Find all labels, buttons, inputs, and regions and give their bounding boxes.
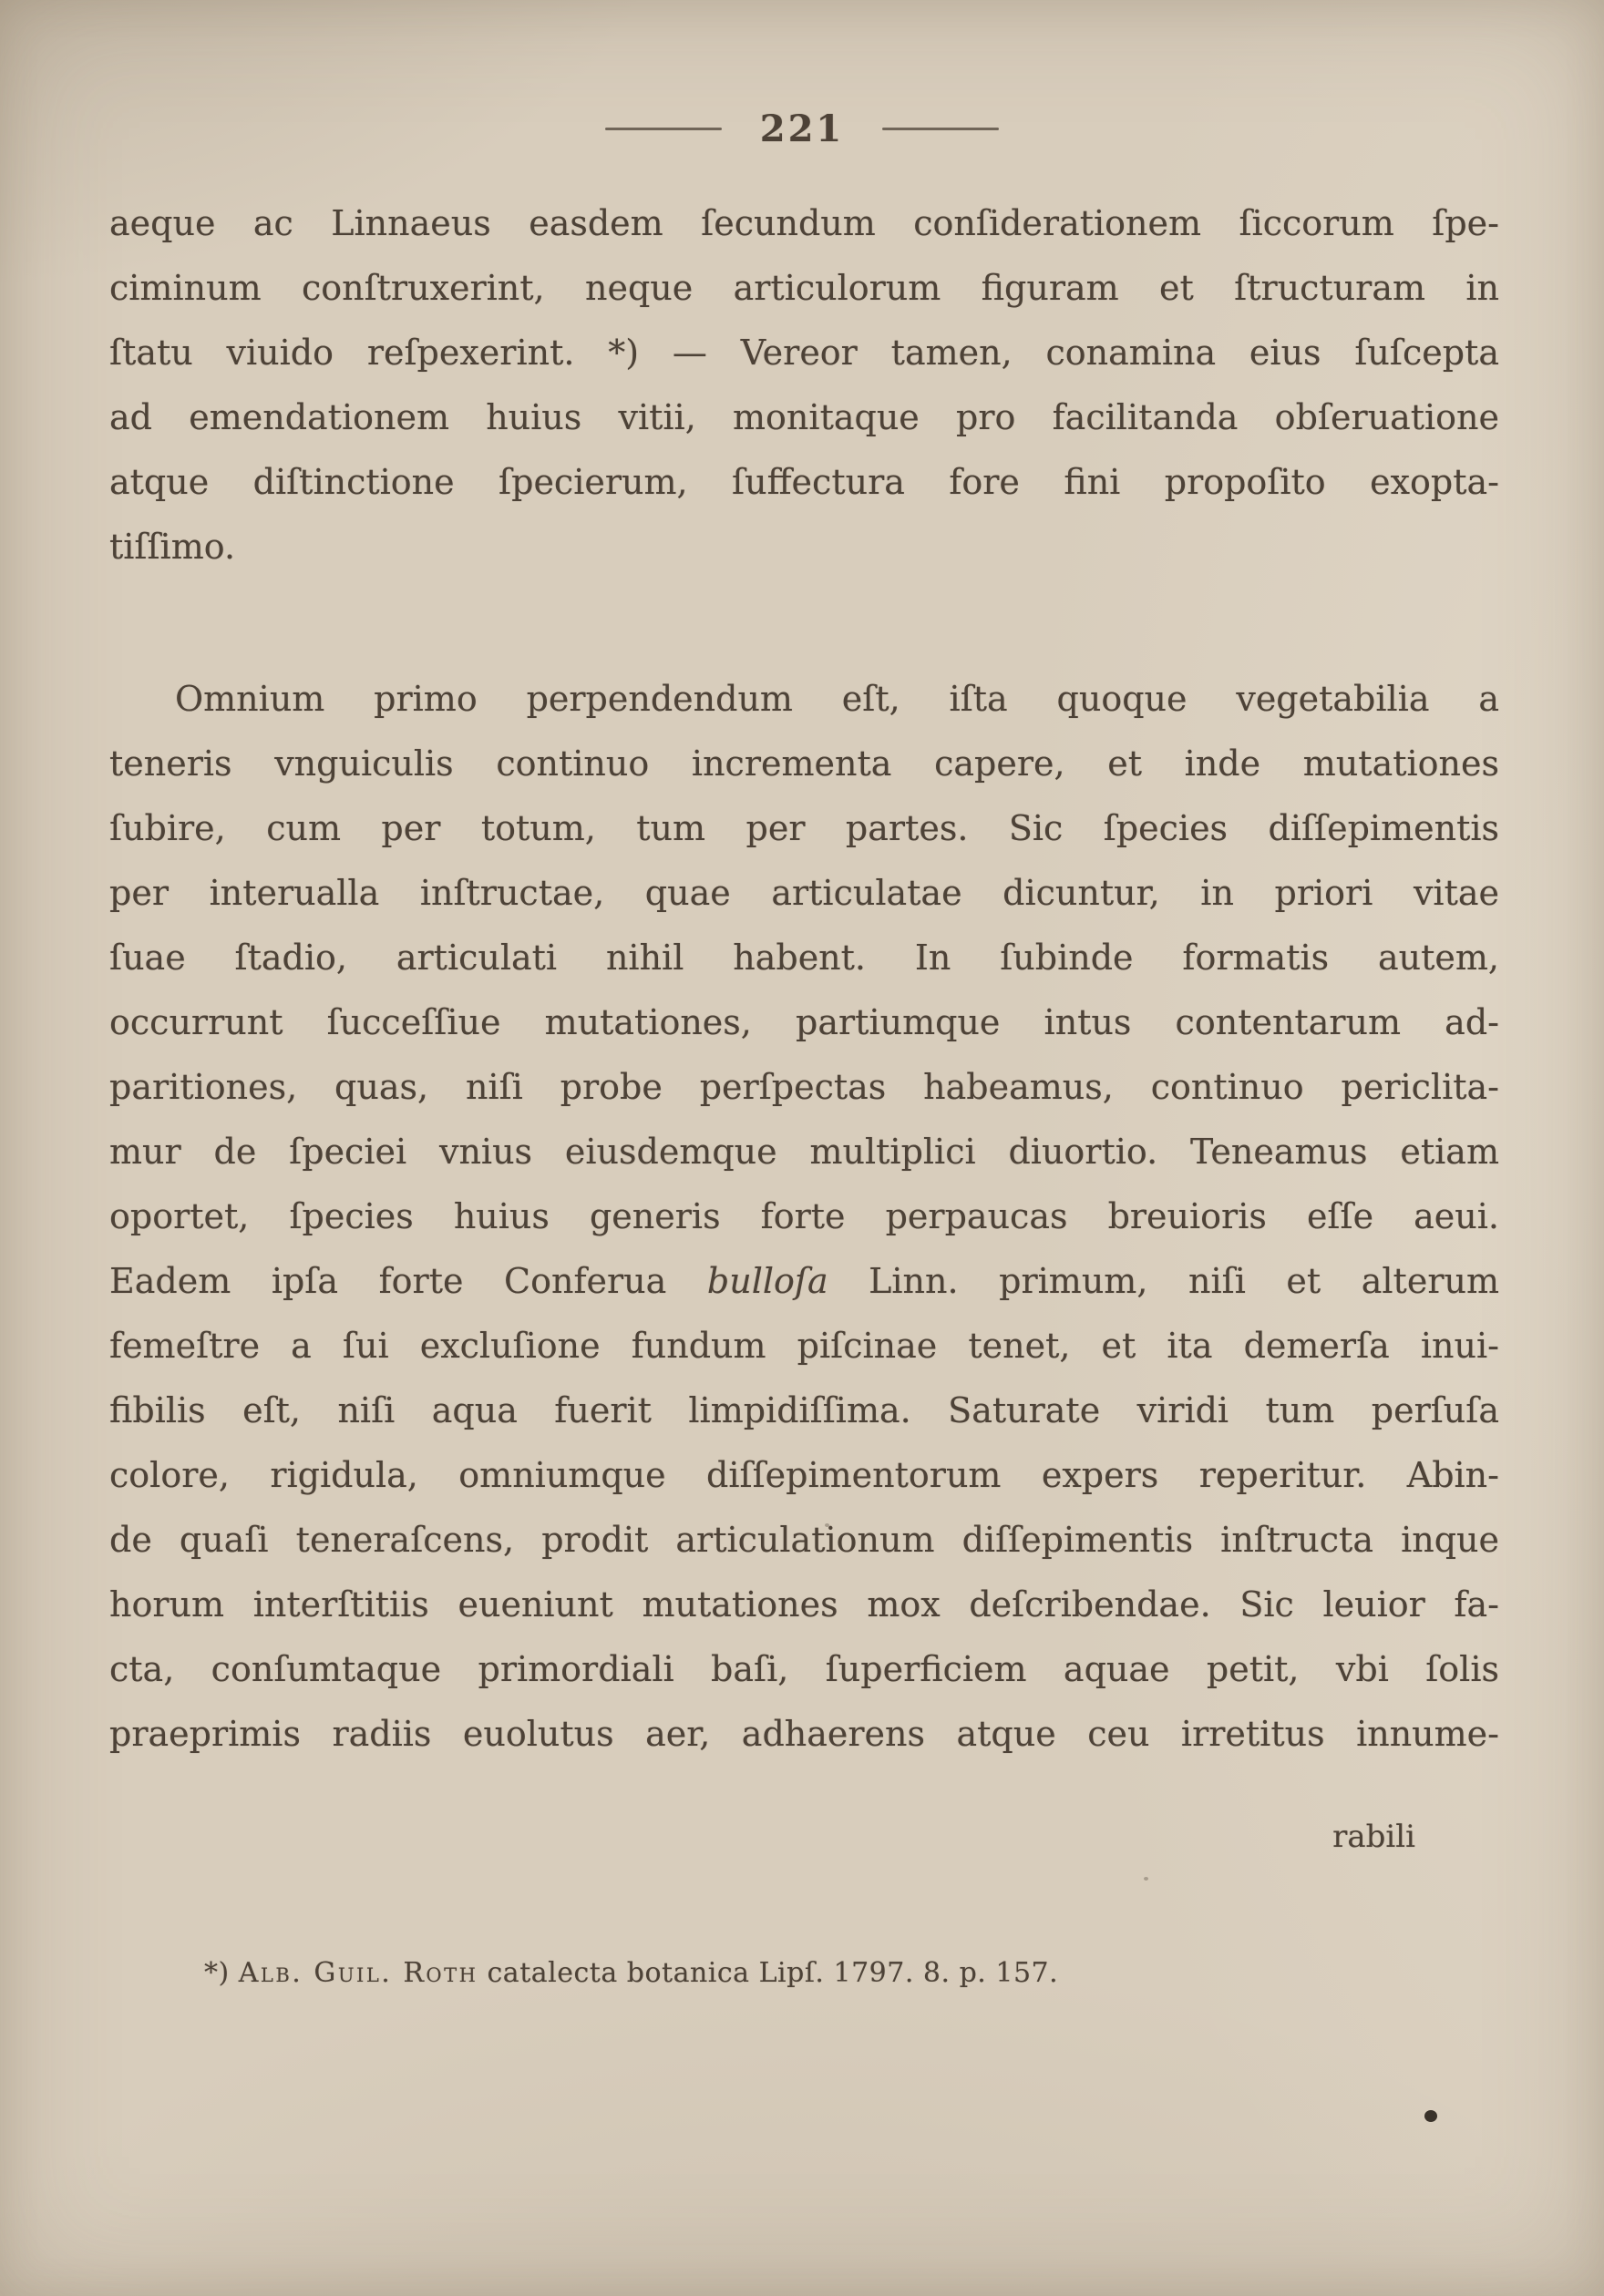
paper-speck	[1144, 1877, 1148, 1881]
text-line: teneris vnguiculis continuo incrementa capere, et inde mutationes	[109, 743, 1499, 784]
ink-dot	[1424, 2110, 1437, 2122]
page-number: 221	[759, 108, 845, 150]
text-line: oportet, ſpecies huius generis forte perpaucas breuioris eſſe aeui.	[109, 1196, 1499, 1236]
left-rule	[605, 128, 722, 130]
paragraph-1	[109, 191, 1499, 579]
text-line: colore, rigidula, omniumque diſſepimentorum expers reperitur. Abin-	[109, 1455, 1499, 1495]
page-header	[0, 108, 1604, 150]
catchword: rabili	[1332, 1819, 1415, 1855]
catchword-row	[109, 1805, 1499, 1870]
paragraph-gap	[109, 579, 1499, 667]
italic-species-name: bulloſa	[706, 1261, 828, 1301]
text-line: femeſtre a ſui excluſione fundum piſcinae tenet, et ita demerſa inui-	[109, 1326, 1499, 1366]
text-segment: Linn. primum, niſi et alterum	[828, 1261, 1499, 1301]
footnote-text: catalecta botanica Lipſ. 1797. 8. p. 157.	[478, 1957, 1059, 1989]
text-line: mur de ſpeciei vnius eiusdemque multiplici diuortio. Teneamus etiam	[109, 1132, 1499, 1172]
text-line: ſuae ſtadio, articulati nihil habent. In ſubinde formatis autem,	[109, 938, 1499, 978]
text-line: Omnium primo perpendendum eſt, iſta quoque vegetabilia a	[175, 679, 1499, 719]
text-line: per interualla inſtructae, quae articulatae dicuntur, in priori vitae	[109, 873, 1499, 913]
paper-speck	[825, 1523, 829, 1527]
text-line: ciminum conſtruxerint, neque articulorum figuram et ſtructuram in	[109, 268, 1499, 308]
footnote-marker: *)	[204, 1957, 239, 1989]
text-line: tiſſimo.	[109, 527, 236, 567]
main-text	[109, 191, 1499, 1994]
footnote	[204, 1953, 1499, 1994]
text-line: ſubire, cum per totum, tum per partes. Sic ſpecies diſſepimentis	[109, 808, 1499, 848]
text-line: occurrunt ſucceſſiue mutationes, partiumque intus contentarum ad-	[109, 1002, 1499, 1042]
text-line: paritiones, quas, niſi probe perſpectas habeamus, continuo periclita-	[109, 1067, 1499, 1107]
text-line: ad emendationem huius vitii, monitaque pro facilitanda obſeruatione	[109, 397, 1499, 437]
text-line: cta, conſumtaque primordiali baſi, ſuperficiem aquae petit, vbi ſolis	[109, 1649, 1499, 1689]
text-line: de quaſi teneraſcens, prodit articulationum diſſepimentis inſtructa inque	[109, 1520, 1499, 1560]
text-line: praeprimis radiis euolutus aer, adhaerens atque ceu irretitus innume-	[109, 1714, 1499, 1754]
text-line: aeque ac Linnaeus easdem ſecundum conſiderationem ſiccorum ſpe-	[109, 203, 1499, 243]
footnote-authors: Alb. Guil. Roth	[238, 1957, 478, 1989]
text-line: horum interſtitiis eueniunt mutationes mox deſcribendae. Sic leuior fa-	[109, 1584, 1499, 1625]
text-segment: Eadem ipſa forte Conferua	[109, 1261, 707, 1301]
paragraph-2	[109, 667, 1499, 1767]
text-line: ſtatu viuido reſpexerint. *) — Vereor tamen, conamina eius ſuſcepta	[109, 333, 1499, 373]
right-rule	[882, 128, 999, 130]
text-line-with-italic	[109, 1249, 1499, 1314]
text-line: atque diſtinctione ſpecierum, ſuffectura fore fini propoſito exopta-	[109, 462, 1499, 502]
text-line: fibilis eſt, niſi aqua fuerit limpidiſſima. Saturate viridi tum perſuſa	[109, 1390, 1499, 1430]
